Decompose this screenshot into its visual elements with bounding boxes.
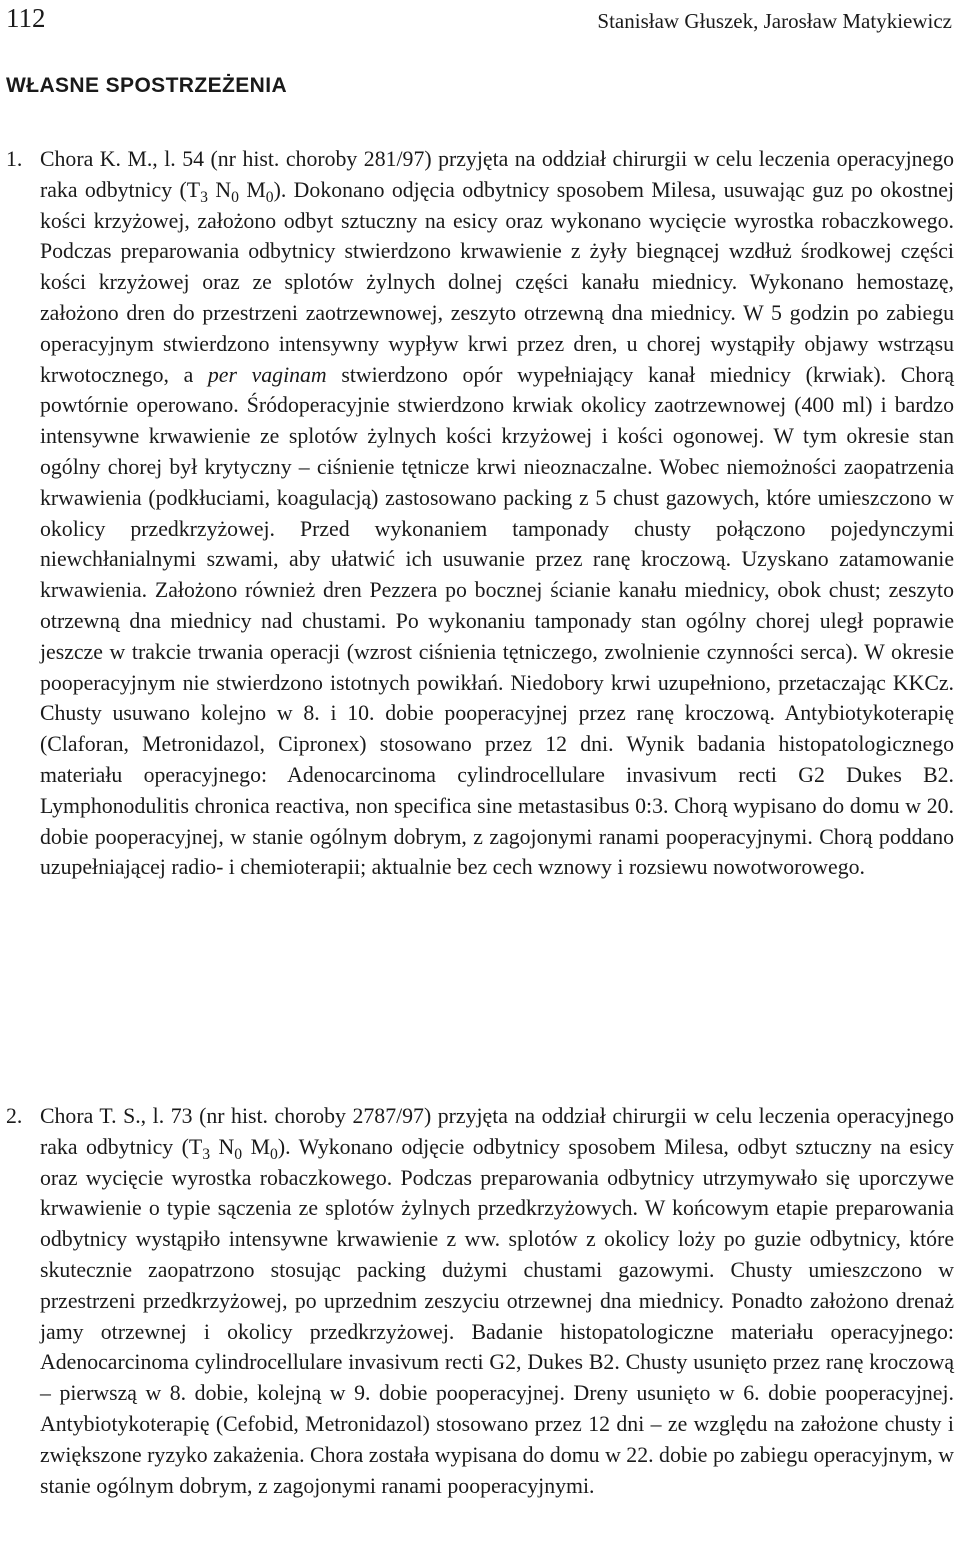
case-report-2	[6, 1101, 954, 1501]
running-head-authors: Stanisław Głuszek, Jarosław Matykiewicz	[597, 9, 952, 33]
tnm-subscript: 3	[200, 188, 208, 206]
tnm-label: M	[238, 177, 266, 202]
italic-term: per vaginam	[207, 362, 327, 387]
tnm-subscript: 0	[269, 1145, 278, 1163]
case-text: Chora K. M., l. 54 (nr hist. choroby 281/97) przyjęta na oddział chirurgii w celu leczenia operacyjnego raka odbytnicy (T	[40, 147, 954, 202]
case-text: Chora T. S., l. 73 (nr hist. choroby 2787/97) przyjęta na oddział chirurgii w celu leczenia operacyjnego raka odbytnicy (T	[40, 1104, 954, 1159]
case-number: 2.	[6, 1104, 23, 1128]
tnm-label: N	[210, 1134, 235, 1159]
tnm-subscript: 3	[202, 1145, 211, 1163]
tnm-subscript: 0	[265, 188, 274, 206]
case-number: 1.	[6, 147, 23, 171]
page-header	[6, 3, 952, 33]
case-text: ). Dokonano odjęcia odbytnicy sposobem Milesa, usuwając guz po okostnej kości krzyżowej, założono odbyt sztuczny na esicy oraz wykonano wycięcie wyrostka robaczkowego. Podczas preparowania odbytnicy stwierdzono krwawienie z żyły biegnącej wzdłuż środkowej części kości krzyżowej oraz ze splotów żylnych dolnej części kanału miednicy. Wykonano hemostazę, założono dren do przestrzeni zaotrzewnowej, zeszyto otrzewną dna miednicy. W 5 godzin po zabiegu operacyjnym stwierdzono intensywny wypływ krwi przez dren, u chorej wystąpiły objawy wstrząsu krwotocznego, a	[40, 177, 955, 387]
case-report-1	[6, 144, 955, 883]
tnm-subscript: 0	[231, 188, 239, 206]
tnm-label: N	[207, 177, 232, 202]
tnm-subscript: 0	[234, 1145, 243, 1163]
section-heading: WŁASNE SPOSTRZEŻENIA	[6, 74, 288, 97]
case-text: stwierdzono opór wypełniający kanał miednicy (krwiak). Chorą powtórnie operowano. Śródoperacyjnie stwierdzono krwiak okolicy zaotrzewnowej (400 ml) i bardzo intensywne krwawienie ze splotów żylnych kości krzyżowej i kości ogonowej. W tym okresie stan ogólny chorej był krytyczny – ciśnienie tętnicze krwi nieoznaczalne. Wobec niemożności zaopatrzenia krwawienia (podkłuciami, koagulacją) zastosowano packing z 5 chust gazowych, które umieszczono w okolicy przedkrzyżowej. Przed wykonaniem tamponady chusty połączono pojedynczymi niewchłanialnymi szwami, aby ułatwić ich usuwanie przez ranę kroczową. Uzyskano zatamowanie krwawienia. Założono również dren Pezzera po bocznej ścianie kanału miednicy, obok chust; zeszyto otrzewną dna miednicy nad chustami. Po wykonaniu tamponady stan ogólny chorej uległ poprawie jeszcze w trakcie trwania operacji (wzrost ciśnienia tętniczego, zwolnienie czynności serca). W okresie pooperacyjnym nie stwierdzono istotnych powikłań. Niedobory krwi uzupełniono, przetaczając KKCz. Chusty usuwano kolejno w 8. i 10. dobie pooperacyjnej przez ranę kroczową. Antybiotykoterapię (Claforan, Metronidazol, Cipronex) stosowano przez 12 dni. Wynik badania histopatologicznego materiału operacyjnego: Adenocarcinoma cylindrocellulare invasivum recti G2 Dukes B2. Lymphonodulitis chronica reactiva, non specifica sine metastasibus 0:3. Chorą wypisano do domu w 20. dobie pooperacyjnej, w stanie ogólnym dobrym, z zagojonymi ranami pooperacyjnymi. Chorą poddano uzupełniającej radio- i chemioterapii; aktualnie bez cech wznowy i rozsiewu nowotworowego.	[40, 362, 954, 880]
tnm-label: M	[242, 1134, 270, 1159]
page-number: 112	[6, 3, 46, 33]
case-text: ). Wykonano odjęcie odbytnicy sposobem Milesa, odbyt sztuczny na esicy oraz wycięcie wyrostka robaczkowego. Podczas preparowania odbytnicy utrzymywało się uporczywe krwawienie o typie sączenia ze splotów żylnych przedkrzyżowych. W końcowym etapie preparowania odbytnicy wystąpiło intensywne krwawienie z ww. splotów z okolicy loży po guzie odbytnicy, które skutecznie zaopatrzono stosując packing dużymi chustami gazowymi. Chusty umieszczono w przestrzeni przedkrzyżowej, po uprzednim zeszyciu otrzewnej dna miednicy. Ponadto założono drenaż jamy otrzewnej i okolicy przedkrzyżowej. Badanie histopatologiczne materiału operacyjnego: Adenocarcinoma cylindrocellulare invasivum recti G2, Dukes B2. Chusty usunięto przez ranę kroczową – pierwszą w 8. dobie, kolejną w 9. dobie pooperacyjnej. Dreny usunięto w 6. dobie pooperacyjnej. Antybiotykoterapię (Cefobid, Metronidazol) stosowano przez 12 dni – ze względu na założone chusty i zwiększone ryzyko zakażenia. Chora została wypisana do domu w 22. dobie po zabiegu operacyjnym, w stanie ogólnym dobrym, z zagojonymi ranami pooperacyjnymi.	[40, 1134, 954, 1498]
